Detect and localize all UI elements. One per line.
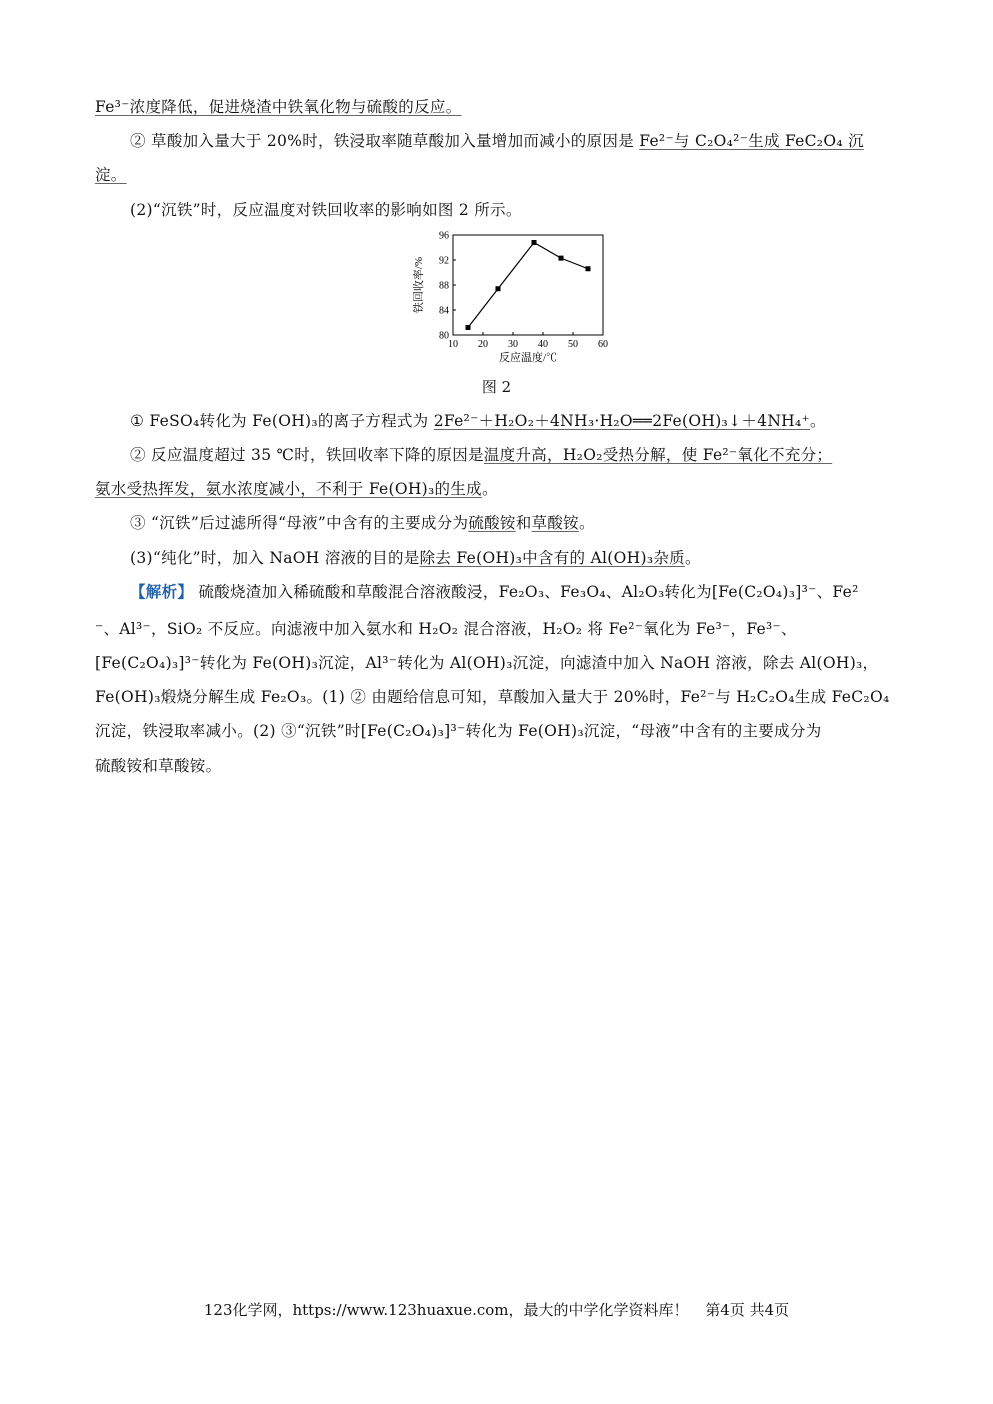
question-2-3 [130,512,900,534]
figure-caption: 图 2 [481,378,512,396]
answer-text: 硫酸铵 [468,514,516,532]
question-text: ① FeSO₄转化为 Fe(OH)₃的离子方程式为 [130,412,429,430]
x-axis-label: 反应温度/℃ [498,352,558,364]
analysis-line-1 [130,581,900,603]
analysis-text: 硫酸烧渣加入稀硫酸和草酸混合溶液酸浸，Fe₂O₃、Fe₃O₄、Al₂O₃转化为[Fe(C₂O₄)₃]³⁻、Fe² [198,583,859,601]
answer-text: 草酸铵 [531,514,579,532]
x-tick-label: 60 [598,339,608,350]
x-tick-label: 50 [568,339,578,350]
y-tick-label: 92 [439,255,449,267]
y-tick-label: 96 [439,230,449,242]
punctuation: 。 [481,480,498,498]
question-text: ③ “沉铁”后过滤所得“母液”中含有的主要成分为 [130,514,469,532]
data-point [532,240,537,245]
data-point [496,286,501,291]
analysis-text: Fe(OH)₃煅烧分解生成 Fe₂O₃。(1) ② 由题给信息可知，草酸加入量大于 20%时，Fe²⁻与 H₂C₂O₄生成 FeC₂O₄ [95,688,890,706]
analysis-line-6 [95,755,900,777]
x-tick-label: 20 [478,339,488,350]
punctuation: 。 [578,514,595,532]
question-text: (2)“沉铁”时，反应温度对铁回收率的影响如图 2 所示。 [130,201,522,219]
y-tick-label: 88 [439,280,449,292]
data-point [466,325,471,330]
data-point [559,256,564,261]
analysis-text: 沉淀，铁浸取率减小。(2) ③“沉铁”时[Fe(C₂O₄)₃]³⁻转化为 Fe(OH)₃沉淀，“母液”中含有的主要成分为 [95,722,822,740]
answer-text: 除去 Fe(OH)₃中含有的 Al(OH)₃杂质 [419,549,685,567]
x-tick-label: 30 [508,339,518,350]
analysis-line-2 [95,618,900,640]
question-text: ② 反应温度超过 35 ℃时，铁回收率下降的原因是 [130,446,484,464]
analysis-tag: 【解析】 [130,582,194,601]
analysis-line-5 [95,720,900,742]
question-1-2 [130,130,900,152]
answer-text: 淀。 [95,166,127,184]
x-tick-label: 10 [448,339,458,350]
punctuation: 。 [684,549,701,567]
answer-text: 2Fe²⁻＋H₂O₂＋4NH₃·H₂O══2Fe(OH)₃↓＋4NH₄⁺ [433,412,810,430]
answer-line-1 [95,96,900,118]
y-tick-label: 80 [439,330,449,342]
analysis-text: ⁻、Al³⁻，SiO₂ 不反应。向滤液中加入氨水和 H₂O₂ 混合溶液，H₂O₂ 将 Fe²⁻氧化为 Fe³⁻，Fe³⁻、 [95,620,797,638]
y-axis-label: 铁回收率/% [413,256,425,314]
y-tick-label: 84 [439,305,449,317]
question-2-intro [130,199,900,221]
answer-text: Fe²⁻与 C₂O₄²⁻生成 FeC₂O₄ 沉 [639,132,864,150]
page-footer [0,1299,993,1320]
answer-text: 温度升高，H₂O₂受热分解，使 Fe²⁻氧化不充分； [483,446,833,464]
answer-line-2 [95,164,900,186]
line-chart [408,225,618,370]
analysis-line-3 [95,652,900,674]
connector-text: 和 [515,514,532,532]
series-line [468,243,588,328]
punctuation: 。 [810,412,826,430]
answer-line-3 [95,478,900,500]
question-2-2 [130,444,900,466]
question-text: ② 草酸加入量大于 20%时，铁浸取率随草酸加入量增加而减小的原因是 [130,132,635,150]
answer-text: 氨水受热挥发，氨水浓度减小，不利于 Fe(OH)₃的生成 [95,480,482,498]
x-tick-label: 40 [538,339,548,350]
question-text: (3)“纯化”时，加入 NaOH 溶液的目的是 [130,549,420,567]
analysis-text: [Fe(C₂O₄)₃]³⁻转化为 Fe(OH)₃沉淀，Al³⁻转化为 Al(OH)₃沉淀，向滤渣中加入 NaOH 溶液，除去 Al(OH)₃， [95,654,879,672]
footer-site: 123化学网，https://www.123huaxue.com，最大的中学化学资料库！ [203,1301,689,1319]
footer-page-number: 第4页 共4页 [705,1301,790,1319]
question-3 [130,547,900,569]
data-point [586,266,591,271]
answer-text: Fe³⁻浓度降低，促进烧渣中铁氧化物与硫酸的反应。 [95,98,462,116]
analysis-line-4 [95,686,900,708]
analysis-text: 硫酸铵和草酸铵。 [95,757,222,775]
question-2-1 [130,410,900,432]
figure-2-chart [408,225,618,370]
